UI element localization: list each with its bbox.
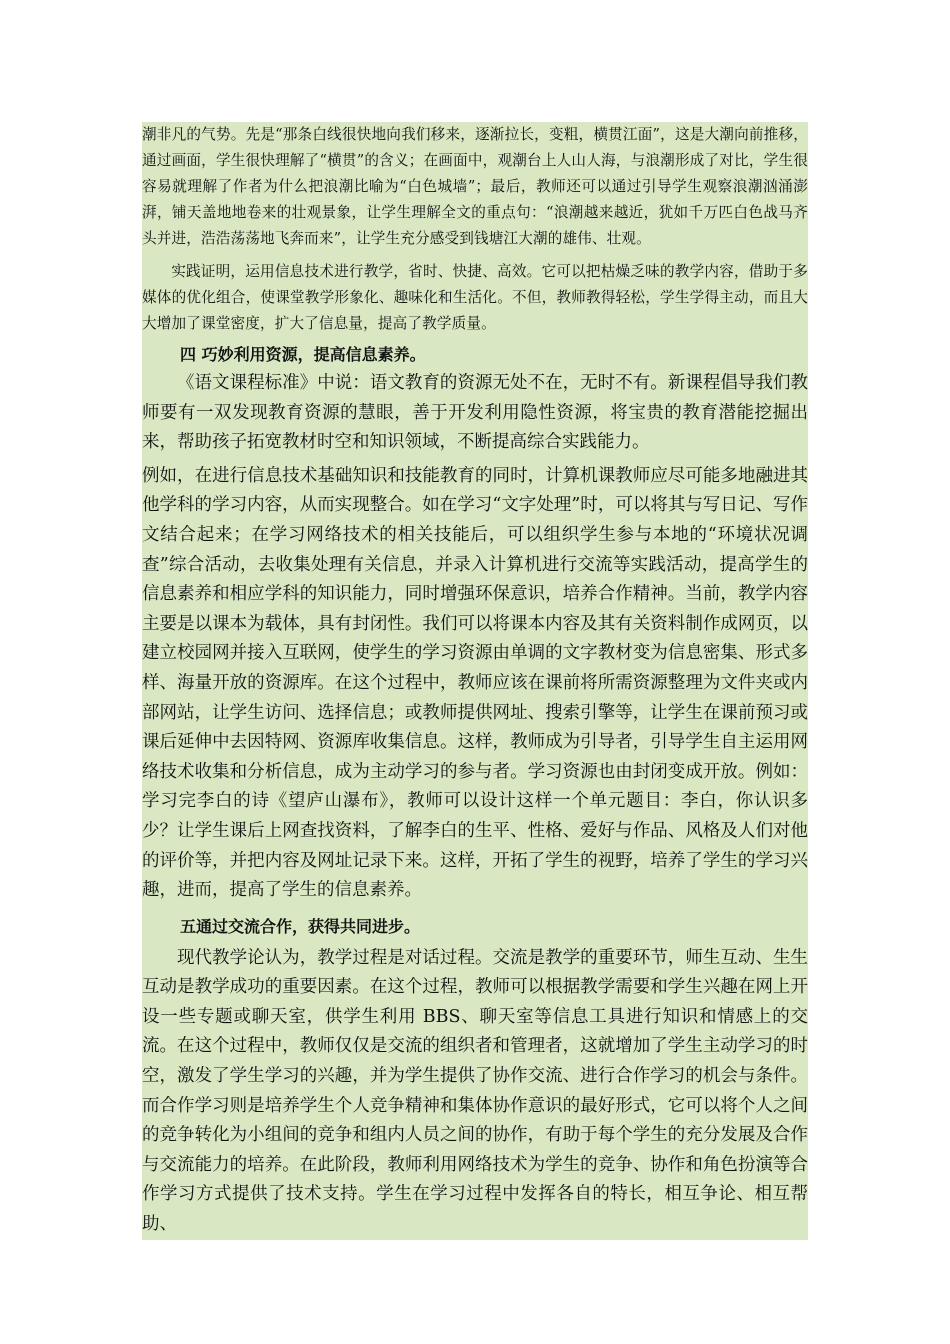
section-heading-5: 五通过交流合作，获得共同进步。 [180,916,421,936]
document-body [142,122,808,1240]
paragraph-tide-description: 潮非凡的气势。先是“那条白线很快地向我们移来，逐渐拉长，变粗，横贯江面”，这是大潮向前推移，通过画面，学生很快理解了“横贯”的含义；在画面中，观潮台上人山人海，与浪潮形成了对比，学生很容易就理解了作者为什么把浪潮比喻为“白色城墙”；最后，教师还可以通过引导学生观察浪潮汹涌澎湃，铺天盖地地卷来的壮观景象，让学生理解全文的重点句：“浪潮越来越近，犹如千万匹白色战马齐头并进，浩浩荡荡地飞奔而来”，让学生充分感受到钱塘江大潮的雄伟、壮观。 [142,126,808,247]
paragraph-practice-proof: 实践证明，运用信息技术进行教学，省时、快捷、高效。它可以把枯燥乏味的教学内容，借助于多媒体的优化组合，使课堂教学形象化、趣味化和生活化。不但，教师教得轻松，学生学得主动，而且大大增加了课堂密度，扩大了信息量，提高了教学质量。 [142,263,808,332]
paragraph-example-integration: 例如，在进行信息技术基础知识和技能教育的同时，计算机课教师应尽可能多地融进其他学科的学习内容，从而实现整合。如在学习“文字处理”时，可以将其与写日记、写作文结合起来；在学习网络技术的相关技能后，可以组织学生参与本地的“环境状况调查”综合活动，去收集处理有关信息，并录入计算机进行交流等实践活动，提高学生的信息素养和相应学科的知识能力，同时增强环保意识，培养合作精神。当前，教学内容主要是以课本为载体，具有封闭性。我们可以将课本内容及其有关资料制作成网页，以建立校园网并接入互联网，使学生的学习资源由单调的文字教材变为信息密集、形式多样、海量开放的资源库。在这个过程中，教师应该在课前将所需资源整理为文件夹或内部网站，让学生访问、选择信息；或教师提供网址、搜索引擎等，让学生在课前预习或课后延伸中去因特网、资源库收集信息。这样，教师成为引导者，引导学生自主运用网络技术收集和分析信息，成为主动学习的参与者。学习资源也由封闭变成开放。例如：学习完李白的诗《望庐山瀑布》，教师可以设计这样一个单元题目：李白，你认识多少？让学生课后上网查找资料，了解李白的生平、性格、爱好与作品、风格及人们对他的评价等，并把内容及网址记录下来。这样，开拓了学生的视野，培养了学生的学习兴趣，进而，提高了学生的信息素养。 [142,465,808,901]
paragraph-modern-teaching: 现代教学论认为，教学过程是对话过程。交流是教学的重要环节，师生互动、生生互动是教学成功的重要因素。在这个过程，教师可以根据教学需要和学生兴趣在网上开设一些专题或聊天室，供学生利用 BBS、聊天室等信息工具进行知识和情感上的交流。在这个过程中，教师仅仅是交流的组织者和管理者，这就增加了学生主动学习的时空，激发了学生学习的兴趣，并为学生提供了协作交流、进行合作学习的机会与条件。而合作学习则是培养学生个人竞争精神和集体协作意识的最好形式，它可以将个人之间的竞争转化为小组间的竞争和组内人员之间的协作，有助于每个学生的充分发展及合作与交流能力的培养。在此阶段，教师利用网络技术为学生的竞争、协作和角色扮演等合作学习方式提供了技术支持。学生在学习过程中发挥各自的特长，相互争论、相互帮助、 [142,947,808,1235]
paragraph-curriculum-standard: 《语文课程标准》中说：语文教育的资源无处不在，无时不有。新课程倡导我们教师要有一双发现教育资源的慧眼，善于开发利用隐性资源，将宝贵的教育潜能挖掘出来，帮助孩子拓宽教材时空和知识领域，不断提高综合实践能力。 [142,373,808,453]
section-heading-4: 四 巧妙利用资源，提高信息素养。 [180,345,426,364]
